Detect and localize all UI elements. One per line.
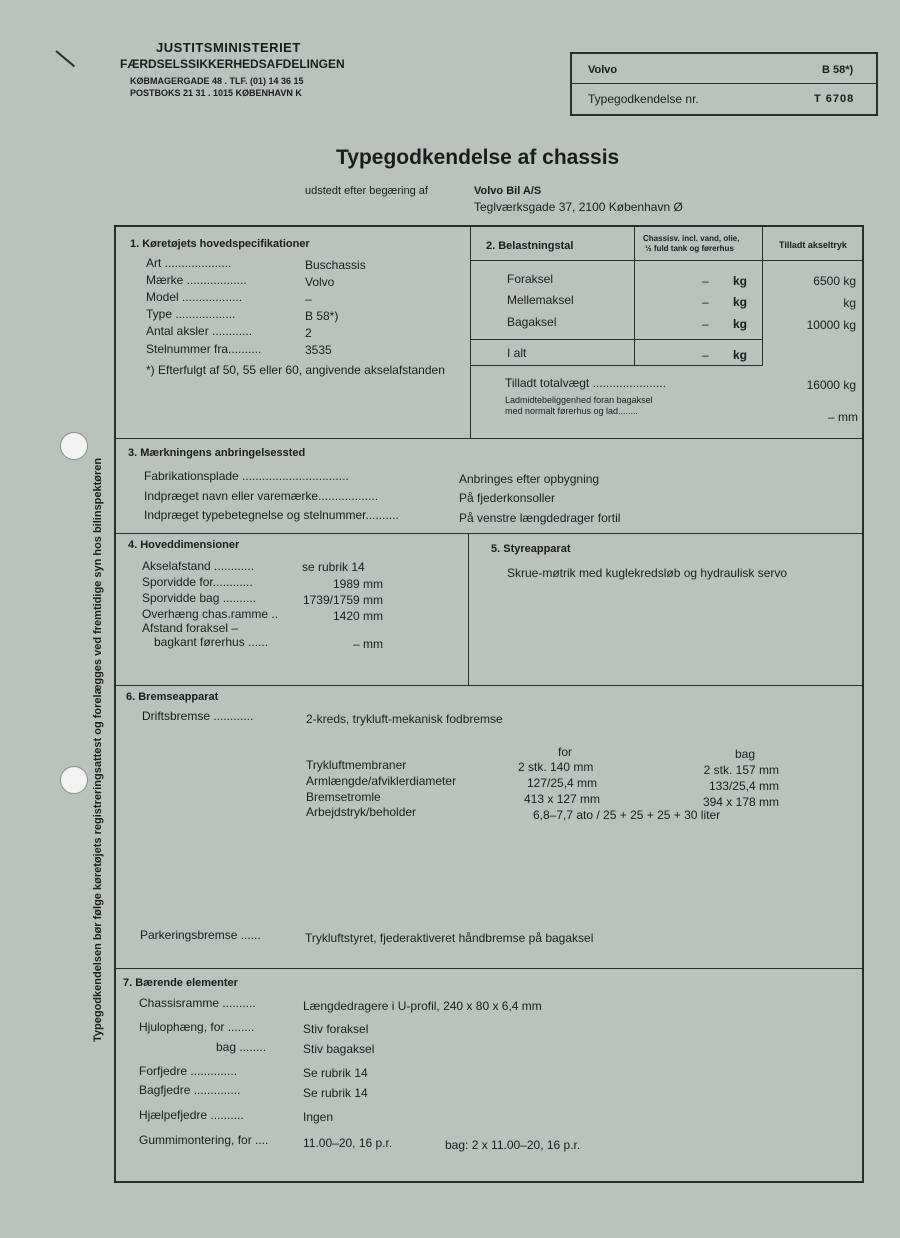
s6-bag-drum: 394 x 178 mm <box>702 795 779 809</box>
s7-value-aux-springs: Ingen <box>303 1110 334 1124</box>
s1-value-art: Buschassis <box>305 258 366 272</box>
s4-value-overhang: 1420 mm <box>332 609 383 623</box>
s2-dash-total: – <box>702 348 709 362</box>
s1-label-make: Mærke .................. <box>146 273 247 287</box>
punch-hole-bottom <box>60 766 88 794</box>
approval-number: T 6708 <box>814 93 855 105</box>
s2-col-line-1 <box>634 226 635 366</box>
s2-value-rear: 10000 kg <box>806 318 856 332</box>
s3-value-name: På fjederkonsoller <box>459 491 556 505</box>
s2-header-line <box>470 260 864 261</box>
divider-s4 <box>114 533 864 534</box>
s2-gross-label: Tilladt totalvægt ...................... <box>505 376 666 390</box>
s1-footnote: *) Efterfulgt af 50, 55 eller 60, angivende akselafstanden <box>146 363 445 377</box>
s7-value-front-springs: Se rubrik 14 <box>303 1066 368 1080</box>
s1-value-model: – <box>305 292 312 306</box>
approval-id-box <box>570 52 878 116</box>
s2-dash-rear: – <box>702 317 709 331</box>
s3-title: 3. Mærkningens anbringelsessted <box>128 447 306 459</box>
divider-s1-s2 <box>470 226 471 438</box>
side-instruction: Typegodkendelsen bør følge køretøjets registreringsattest og forelægges ved fremtidige syn hos bilinspektøren <box>92 457 104 1042</box>
s4-value-track-front: 1989 mm <box>332 577 383 591</box>
page-title: Typegodkendelse af chassis <box>336 146 620 169</box>
s7-label-front-springs: Forfjedre .............. <box>139 1064 238 1078</box>
s2-bottom-line <box>470 365 762 366</box>
s2-unit-front: kg <box>733 274 748 288</box>
s6-bag-membranes: 2 stk. 157 mm <box>703 763 779 777</box>
s4-title: 4. Hoveddimensioner <box>128 539 240 551</box>
s4-value-track-rear: 1739/1759 mm <box>302 593 383 607</box>
s1-label-art: Art .................... <box>146 256 232 270</box>
s6-col-bag: bag <box>735 747 756 761</box>
ministry-name: JUSTITSMINISTERIET <box>156 40 301 55</box>
s4-label-track-rear: Sporvidde bag .......... <box>142 591 257 605</box>
s7-title: 7. Bærende elementer <box>123 977 238 989</box>
s3-label-name: Indpræget navn eller varemærke.................. <box>144 489 379 503</box>
s2-cog-value: – mm <box>828 410 858 424</box>
address-line-2: POSTBOKS 21 31 . 1015 KØBENHAVN K <box>130 88 302 98</box>
corner-mark <box>55 50 75 67</box>
s2-label-middle: Mellemaksel <box>507 293 574 307</box>
s2-gross-value: 16000 kg <box>806 378 856 392</box>
s1-label-model: Model .................. <box>146 290 243 304</box>
s4-label-cab-1: Afstand foraksel – <box>142 621 239 635</box>
s2-title: 2. Belastningstal <box>486 240 574 252</box>
s7-value-rear-springs: Se rubrik 14 <box>303 1086 368 1100</box>
divider-s3 <box>114 438 864 439</box>
s6-service-value: 2-kreds, trykluft-mekanisk fodbremse <box>306 712 503 726</box>
s2-dash-middle: – <box>702 295 709 309</box>
s2-col-line-2 <box>762 226 763 366</box>
s2-cog-line2: med normalt førerhus og lad........ <box>505 406 639 416</box>
s3-label-plate: Fabrikationsplade ................................ <box>144 469 349 483</box>
divider-s7 <box>114 968 864 969</box>
s6-label-membranes: Trykluftmembraner <box>306 758 407 772</box>
approval-label: Typegodkendelse nr. <box>588 92 699 106</box>
s2-value-front: 6500 kg <box>813 274 856 288</box>
s6-label-arm: Armlængde/afviklerdiameter <box>306 774 457 788</box>
issued-address: Teglværksgade 37, 2100 København Ø <box>474 200 683 214</box>
s5-text: Skrue-møtrik med kuglekredsløb og hydraulisk servo <box>507 566 788 580</box>
s3-label-type-no: Indpræget typebetegnelse og stelnummer.......... <box>144 508 399 522</box>
s7-label-susp-rear: bag ........ <box>216 1040 267 1054</box>
model-value: B 58*) <box>822 64 854 76</box>
s6-parking-label: Parkeringsbremse ...... <box>140 928 261 942</box>
make-value: Volvo <box>588 64 618 76</box>
divider-s4-s5 <box>468 533 469 685</box>
s3-value-plate: Anbringes efter opbygning <box>459 472 600 486</box>
s7-label-rear-springs: Bagfjedre .............. <box>139 1083 241 1097</box>
s2-cog-line1: Ladmidtebeliggenhed foran bagaksel <box>505 395 653 405</box>
s6-bag-arm: 133/25,4 mm <box>708 779 779 793</box>
s2-col2-header: Tilladt akseltryk <box>779 240 847 250</box>
s7-value-susp-front: Stiv foraksel <box>303 1022 369 1036</box>
s6-parking-value: Trykluftstyret, fjederaktiveret håndbremse på bagaksel <box>305 931 594 945</box>
issued-company: Volvo Bil A/S <box>474 185 542 197</box>
s2-label-front: Foraksel <box>507 272 554 286</box>
s6-title: 6. Bremseapparat <box>126 691 219 703</box>
divider-s6 <box>114 685 864 686</box>
s7-value-frame: Længdedragere i U-profil, 240 x 80 x 6,4 mm <box>303 999 542 1013</box>
s6-for-arm: 127/25,4 mm <box>527 776 598 790</box>
s4-label-wheelbase: Akselafstand ............ <box>142 559 255 573</box>
s1-title: 1. Køretøjets hovedspecifikationer <box>130 238 310 250</box>
s7-value-tyres-front: 11.00–20, 16 p.r. <box>303 1136 393 1150</box>
issued-label: udstedt efter begæring af <box>305 185 428 197</box>
s7-label-tyres: Gummimontering, for .... <box>139 1133 269 1147</box>
s7-value-susp-rear: Stiv bagaksel <box>303 1042 375 1056</box>
s2-dash-front: – <box>702 274 709 288</box>
s6-work-value: 6,8–7,7 ato / 25 + 25 + 25 + 30 liter <box>533 808 721 822</box>
s5-title: 5. Styreapparat <box>491 543 571 555</box>
s7-label-frame: Chassisramme .......... <box>139 996 256 1010</box>
s6-label-drum: Bremsetromle <box>306 790 381 804</box>
s2-unit-rear: kg <box>733 317 748 331</box>
s4-label-track-front: Sporvidde for............ <box>142 575 253 589</box>
s1-label-frame-no: Stelnummer fra.......... <box>146 342 262 356</box>
s2-label-total: I alt <box>507 346 527 360</box>
s4-value-wheelbase: se rubrik 14 <box>302 560 365 574</box>
s6-work-label: Arbejdstryk/beholder <box>306 805 417 819</box>
s2-unit-middle: kg <box>733 295 748 309</box>
department-name: FÆRDSELSSIKKERHEDSAFDELINGEN <box>120 57 345 71</box>
s1-value-axles: 2 <box>305 326 312 340</box>
s1-value-type: B 58*) <box>305 309 339 323</box>
s4-label-cab-2: bagkant førerhus ...... <box>154 635 269 649</box>
s2-unit-total: kg <box>733 348 748 362</box>
s1-label-axles: Antal aksler ............ <box>146 324 253 338</box>
address-line-1: KØBMAGERGADE 48 . TLF. (01) 14 36 15 <box>130 76 304 86</box>
s2-value-middle: kg <box>843 296 856 310</box>
s6-for-membranes: 2 stk. 140 mm <box>518 760 594 774</box>
s2-label-rear: Bagaksel <box>507 315 557 329</box>
s6-col-for: for <box>558 745 573 759</box>
s6-service-label: Driftsbremse ............ <box>142 709 254 723</box>
s2-col1-header-line2: ½ fuld tank og førerhus <box>645 244 734 253</box>
s3-value-type-no: På venstre længdedrager fortil <box>459 511 621 525</box>
s4-label-overhang: Overhæng chas.ramme .. <box>142 607 279 621</box>
s2-total-line <box>470 339 762 340</box>
s1-value-make: Volvo <box>305 275 335 289</box>
s4-value-cab: – mm <box>353 637 383 651</box>
s6-for-drum: 413 x 127 mm <box>524 792 601 806</box>
s7-label-susp-front: Hjulophæng, for ........ <box>139 1020 255 1034</box>
s1-value-frame-no: 3535 <box>305 343 332 357</box>
s2-col1-header-line1: Chassisv. incl. vand, olie, <box>643 234 740 243</box>
punch-hole-top <box>60 432 88 460</box>
s1-label-type: Type .................. <box>146 307 236 321</box>
s7-label-aux-springs: Hjælpefjedre .......... <box>139 1108 244 1122</box>
s7-value-tyres-rear: bag: 2 x 11.00–20, 16 p.r. <box>445 1138 581 1152</box>
